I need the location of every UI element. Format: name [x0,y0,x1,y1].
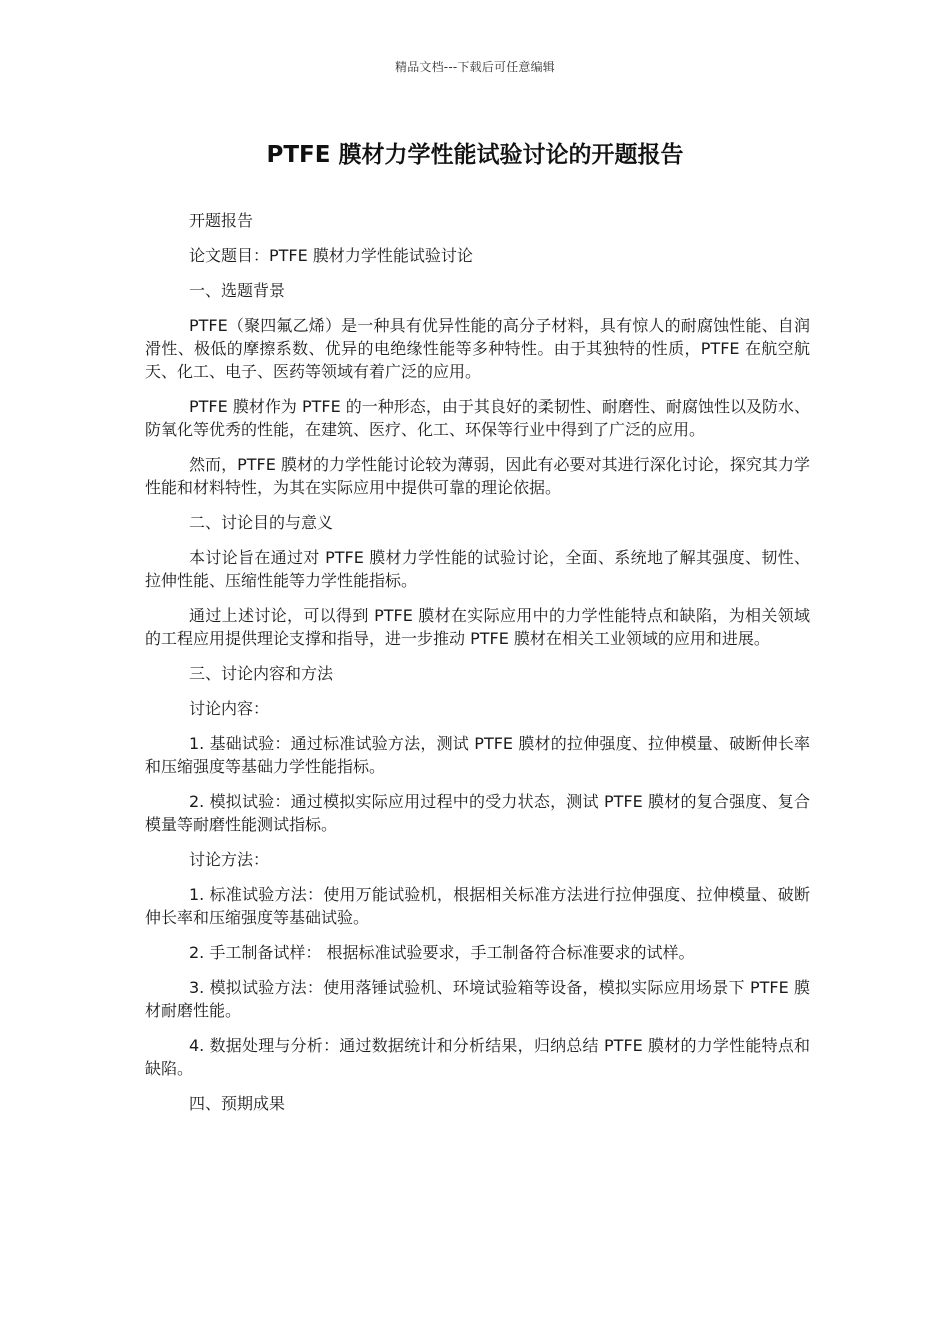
list-item: 4. 数据处理与分析：通过数据统计和分析结果，归纳总结 PTFE 膜材的力学性能特点和缺陷。 [145,1036,810,1078]
paragraph: PTFE（聚四氟乙烯）是一种具有优异性能的高分子材料，具有惊人的耐腐蚀性能、自润滑性、极低的摩擦系数、优异的电绝缘性能等多种特性。由于其独特的性质，PTFE 在航空航天、化工、电子、医药等领域有着广泛的应用。 [145,316,810,381]
subheading-content: 讨论内容： [189,699,270,718]
paragraph: 然而，PTFE 膜材的力学性能讨论较为薄弱，因此有必要对其进行深化讨论，探究其力学性能和材料特性，为其在实际应用中提供可靠的理论依据。 [145,455,810,497]
paragraph: 本讨论旨在通过对 PTFE 膜材力学性能的试验讨论，全面、系统地了解其强度、韧性、拉伸性能、压缩性能等力学性能指标。 [145,548,810,590]
paragraph: PTFE 膜材作为 PTFE 的一种形态，由于其良好的柔韧性、耐磨性、耐腐蚀性以及防水、防氧化等优秀的性能，在建筑、医疗、化工、环保等行业中得到了广泛的应用。 [145,397,810,439]
thesis-title-line: 论文题目：PTFE 膜材力学性能试验讨论 [189,246,473,265]
section-heading-purpose: 二、讨论目的与意义 [189,513,334,532]
page-header: 精品文档---下载后可任意编辑 [395,60,555,74]
section-label: 开题报告 [189,211,254,230]
section-heading-content-methods: 三、讨论内容和方法 [189,664,334,683]
list-item: 2. 模拟试验：通过模拟实际应用过程中的受力状态，测试 PTFE 膜材的复合强度、复合模量等耐磨性能测试指标。 [145,792,810,834]
section-heading-expected-results: 四、预期成果 [189,1094,286,1113]
document-body [145,209,810,1127]
list-item: 1. 基础试验：通过标准试验方法，测试 PTFE 膜材的拉伸强度、拉伸模量、破断伸长率和压缩强度等基础力学性能指标。 [145,734,810,776]
section-heading-background: 一、选题背景 [189,281,286,300]
subheading-methods: 讨论方法： [189,850,270,869]
paragraph: 通过上述讨论，可以得到 PTFE 膜材在实际应用中的力学性能特点和缺陷，为相关领域的工程应用提供理论支撑和指导，进一步推动 PTFE 膜材在相关工业领域的应用和进展。 [145,606,810,648]
document-title: PTFE 膜材力学性能试验讨论的开题报告 [266,142,684,168]
list-item: 1. 标准试验方法：使用万能试验机，根据相关标准方法进行拉伸强度、拉伸模量、破断伸长率和压缩强度等基础试验。 [145,885,810,927]
list-item: 2. 手工制备试样： 根据标准试验要求，手工制备符合标准要求的试样。 [189,943,695,962]
list-item: 3. 模拟试验方法：使用落锤试验机、环境试验箱等设备，模拟实际应用场景下 PTFE 膜材耐磨性能。 [145,978,810,1020]
